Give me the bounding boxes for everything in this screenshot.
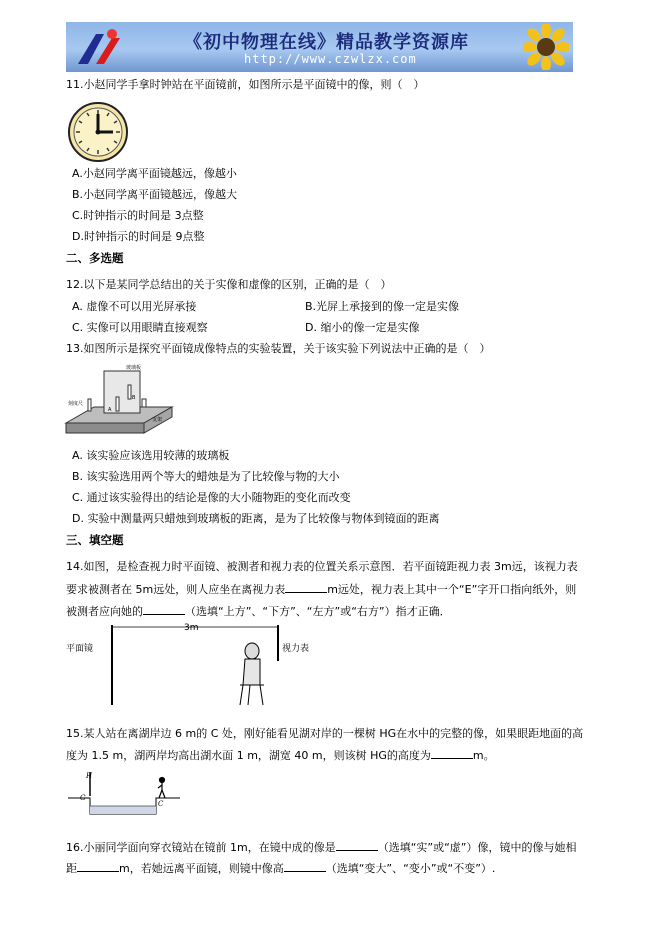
q16-line-2-part-2: m，若她远离平面镜，则镜中像高: [119, 862, 284, 875]
header-banner: [66, 22, 573, 72]
q14-line-2-part-1: 要求被测者在 5m远处，则人应坐在离视力表: [66, 583, 286, 596]
q13-label-glass: 玻璃板: [126, 365, 142, 371]
section-heading-fill-in: 三、填空题: [66, 533, 124, 547]
q14-line-2: [66, 582, 576, 597]
q11-option-d: D.时钟指示的时间是 9点整: [72, 230, 205, 243]
q12-option-d: D. 缩小的像一定是实像: [305, 321, 420, 334]
q13-option-a: A. 该实验应该选用较薄的玻璃板: [72, 449, 230, 462]
q15-label-c: C: [158, 800, 164, 808]
q16-line-1: [66, 840, 577, 855]
q14-line-2-part-2: m远处，视力表上其中一个“E”字开口指向纸外，则: [327, 583, 577, 596]
q11-option-b: B.小赵同学离平面镜越远，像越大: [72, 188, 238, 201]
q12-option-a: A. 虚像不可以用光屏承接: [72, 300, 197, 313]
banner-url: http://www.czwlzx.com: [244, 52, 417, 66]
q15-line-2-part-1: 度为 1.5 m，湖两岸均高出湖水面 1 m，湖宽 40 m，则该树 HG的高度为: [66, 749, 431, 762]
q16-line-2: [66, 861, 495, 876]
q14-label-distance: 3m: [184, 623, 199, 633]
q14-blank-distance: [285, 582, 327, 593]
q13-option-c: C. 通过该实验得出的结论是像的大小随物距的变化而改变: [72, 491, 351, 504]
q13-label-stand: 支架: [152, 417, 163, 423]
q16-line-1-part-2: （选填“实”或“虚”）像，镜中的像与她相: [377, 841, 577, 854]
q16-line-1-part-1: 16.小丽同学面向穿衣镜站在镜前 1m，在镜中成的像是: [66, 841, 336, 854]
q13-label-ruler: 刻度尺: [68, 401, 84, 407]
banner-title: 《初中物理在线》精品教学资源库: [184, 32, 469, 53]
q16-line-2-part-1: 距: [66, 862, 77, 875]
q15-blank-height: [431, 748, 473, 759]
q11-clock-figure: [67, 101, 129, 163]
sunflower-icon: [523, 24, 569, 70]
q14-line-3-part-1: 被测者应向她的: [66, 605, 143, 618]
q14-eye-test-figure: [64, 621, 314, 711]
q13-label-b: B: [132, 395, 136, 401]
q11-stem: 11.小赵同学手拿时钟站在平面镜前，如图所示是平面镜中的像，则（ ）: [66, 78, 425, 91]
q16-blank-height-change: [284, 861, 326, 872]
seated-person-icon: [240, 643, 264, 705]
q14-label-mirror: 平面镜: [66, 644, 94, 654]
q14-line-3: [66, 604, 451, 619]
q13-experiment-figure: [64, 363, 174, 439]
q11-option-c: C.时钟指示的时间是 3点整: [72, 209, 204, 222]
q13-option-b: B. 该实验选用两个等大的蜡烛是为了比较像与物的大小: [72, 470, 340, 483]
q14-line-1: 14.如图，是检查视力时平面镜、被测者和视力表的位置关系示意图．若平面镜距视力表 3m远，该视力表: [66, 560, 578, 573]
q16-line-2-part-3: （选填“变大”、“变小”或“不变”）.: [325, 862, 496, 875]
q12-option-c: C. 实像可以用眼睛直接观察: [72, 321, 208, 334]
site-logo-icon: [74, 26, 124, 68]
q14-blank-direction: [143, 604, 185, 615]
q14-line-3-part-2: （选填“上方”、“下方”、“左方”或“右方”）指才正确．: [185, 605, 451, 618]
person-icon: [158, 778, 165, 799]
q13-option-d: D. 实验中测量两只蜡烛到玻璃板的距离，是为了比较像与物体到镜面的距离: [72, 512, 440, 525]
q11-option-a: A.小赵同学离平面镜越远，像越小: [72, 167, 237, 180]
q12-stem: 12.以下是某同学总结出的关于实像和虚像的区别，正确的是（ ）: [66, 278, 392, 291]
q15-line-2: [66, 748, 495, 763]
q13-label-a: A: [108, 407, 112, 413]
q13-stem: 13.如图所示是探究平面镜成像特点的实验装置，关于该实验下列说法中正确的是（ ）: [66, 342, 491, 355]
q12-option-b: B.光屏上承接到的像一定是实像: [305, 300, 460, 313]
q16-blank-distance: [77, 861, 119, 872]
q15-line-2-part-2: m。: [472, 749, 495, 762]
q15-label-h: H: [86, 772, 93, 780]
q15-line-1: 15.某人站在离湖岸边 6 m的 C 处，刚好能看见湖对岸的一棵树 HG在水中的完整的像，如果眼距地面的高: [66, 727, 584, 740]
q15-lake-figure: [64, 768, 184, 828]
q14-label-chart: 视力表: [282, 644, 310, 654]
q15-label-g: G: [80, 794, 86, 802]
q16-blank-image-type: [336, 840, 378, 851]
section-heading-multiple-choice: 二、多选题: [66, 251, 124, 265]
